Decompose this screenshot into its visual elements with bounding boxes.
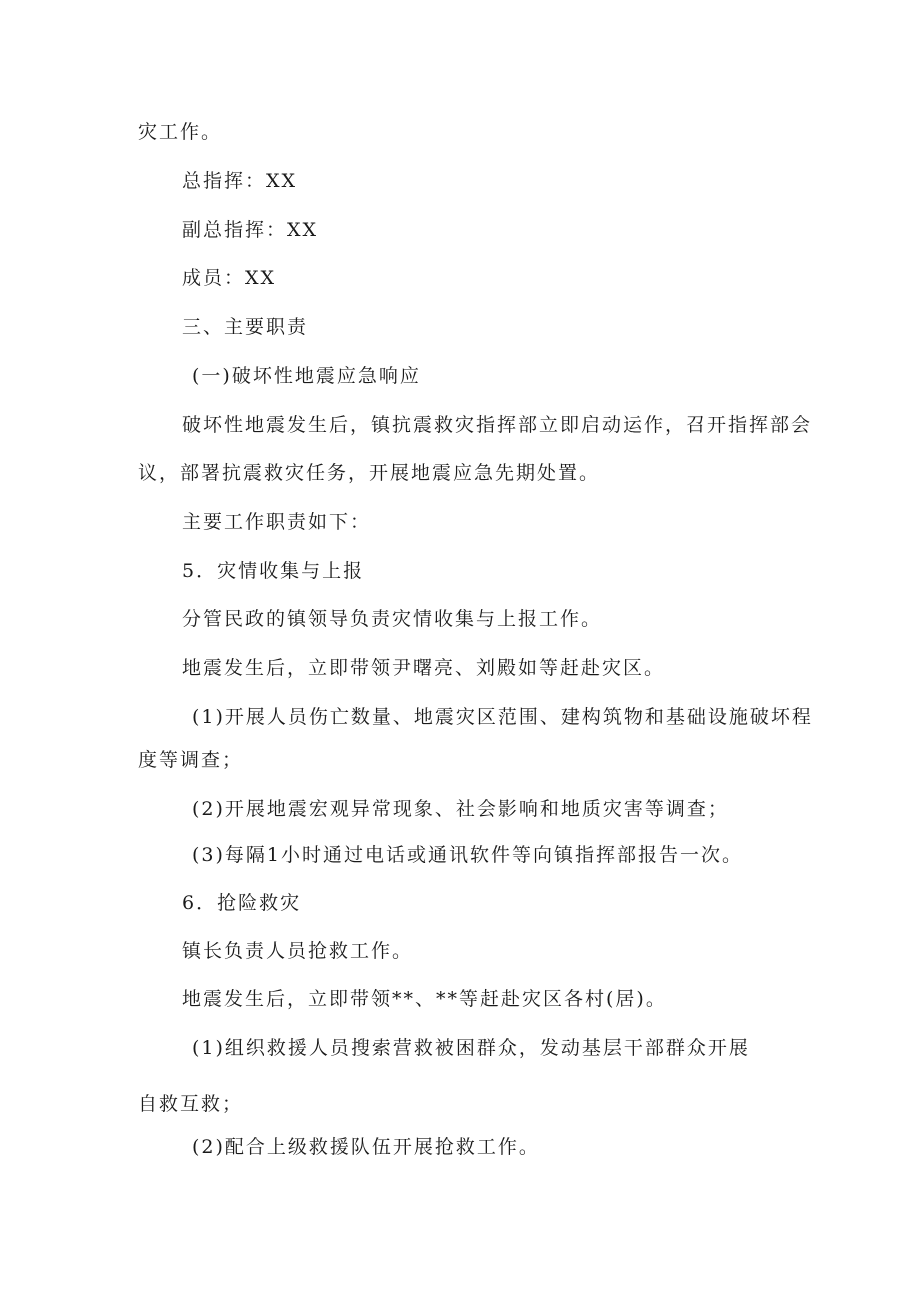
- subsection-heading: (一)破坏性地震应急响应: [192, 365, 421, 387]
- text-line: 破坏性地震发生后，镇抗震救灾指挥部立即启动运作，召开指挥部会: [182, 414, 813, 436]
- text-line: 总指挥：XX: [182, 170, 298, 192]
- list-item: (1)开展人员伤亡数量、地震灾区范围、建构筑物和基础设施破坏程: [192, 706, 813, 728]
- text-line: 议，部署抗震救灾任务，开展地震应急先期处置。: [138, 462, 601, 484]
- text-line: 主要工作职责如下：: [182, 511, 372, 533]
- text-line: 副总指挥：XX: [182, 219, 319, 241]
- text-line: 地震发生后，立即带领尹曙亮、刘殿如等赶赴灾区。: [182, 657, 666, 679]
- list-item: (1)组织救援人员搜索营救被困群众，发动基层干部群众开展: [192, 1037, 750, 1059]
- text-line: 地震发生后，立即带领**、**等赶赴灾区各村(居)。: [182, 988, 667, 1010]
- text-line: 自救互救；: [138, 1093, 244, 1115]
- item-heading: 6．抢险救灾: [182, 892, 302, 914]
- text-line: 灾工作。: [138, 121, 223, 143]
- text-line: 度等调查；: [138, 749, 244, 771]
- list-item: (3)每隔1小时通过电话或通讯软件等向镇指挥部报告一次。: [192, 844, 744, 866]
- section-heading: 三、主要职责: [182, 316, 309, 338]
- text-line: 分管民政的镇领导负责灾情收集与上报工作。: [182, 608, 603, 630]
- list-item: (2)开展地震宏观异常现象、社会影响和地质灾害等调查；: [192, 798, 729, 820]
- item-heading: 5．灾情收集与上报: [182, 560, 365, 582]
- text-line: 成员：XX: [182, 267, 277, 289]
- list-item: (2)配合上级救援队伍开展抢救工作。: [192, 1136, 540, 1158]
- text-line: 镇长负责人员抢救工作。: [182, 940, 414, 962]
